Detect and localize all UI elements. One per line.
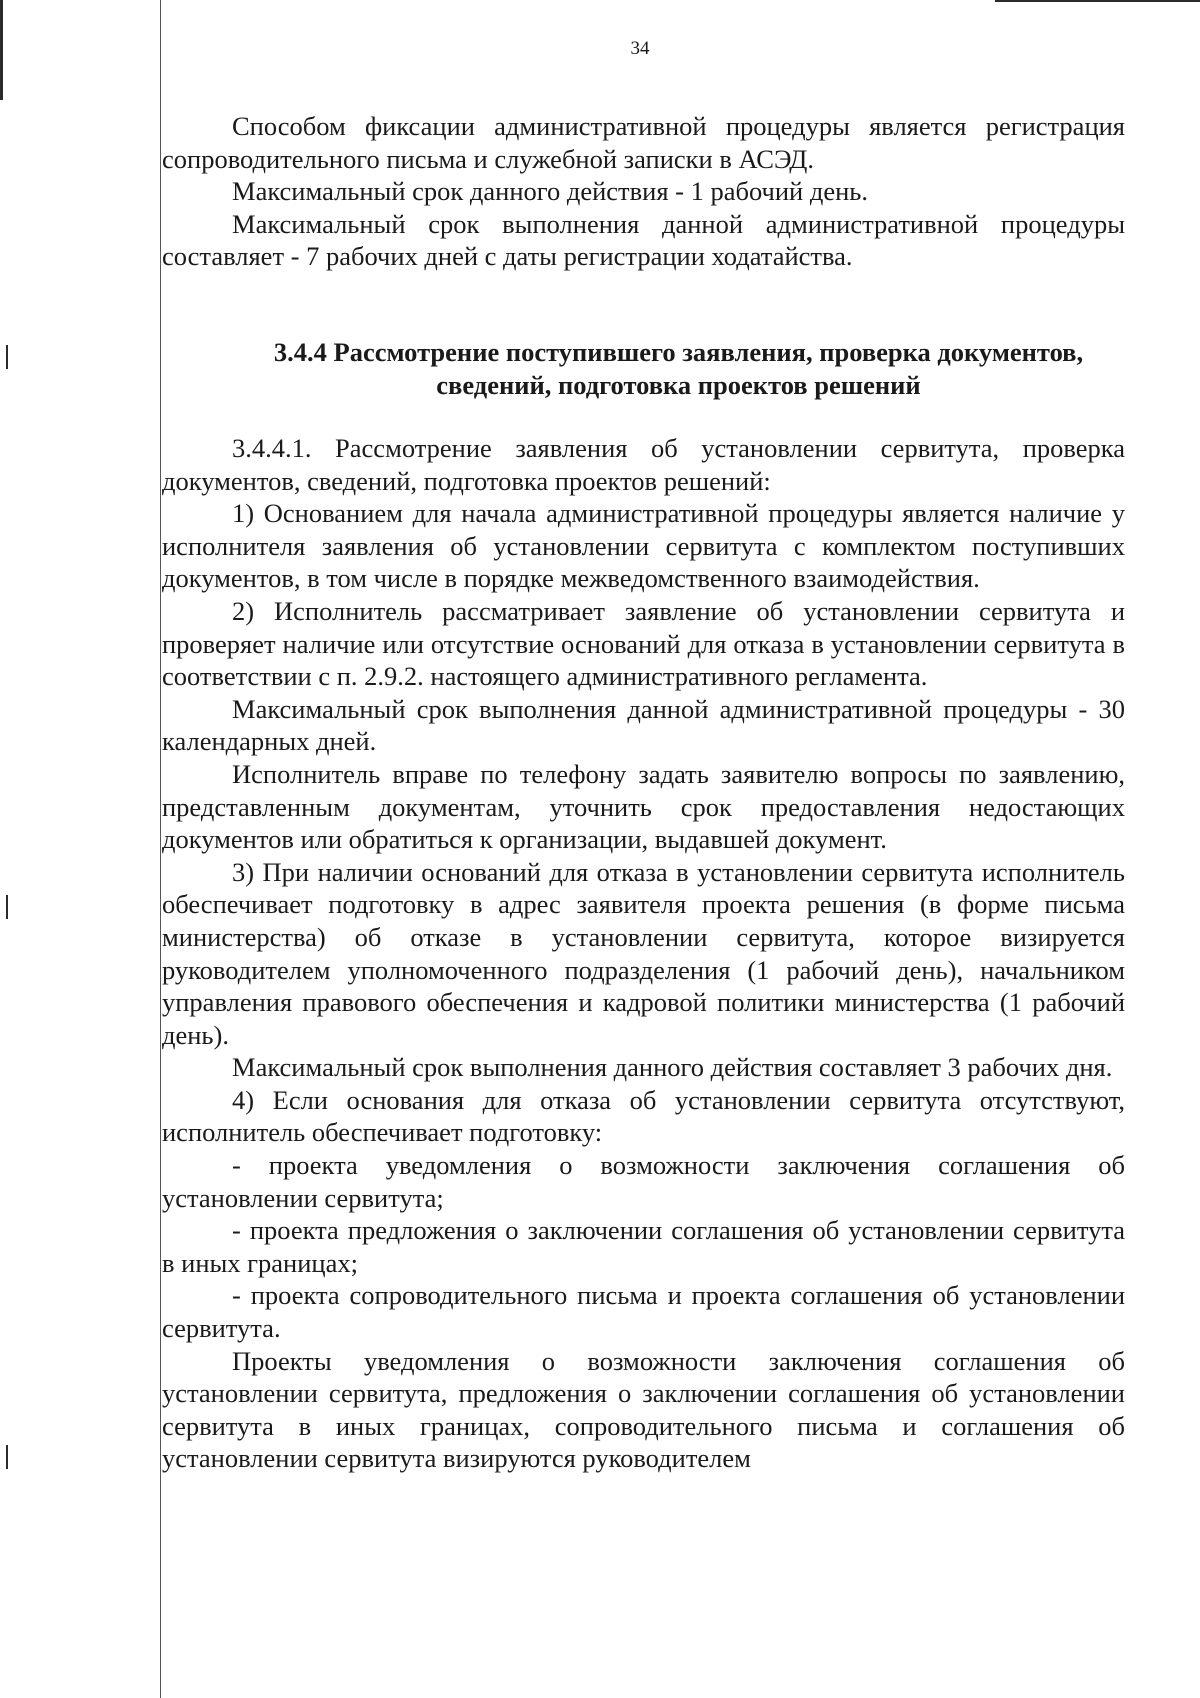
paragraph: 3) При наличии оснований для отказа в установлении сервитута исполнитель обеспечивает подготовку в адрес заявителя проекта решения (в форме письма министерства) об отказе в установлении сервитута, которое визируется руководителем уполномоченного подразделения (1 рабочий день), начальником управления правового обеспечения и кадровой политики министерства (1 рабочий день). (162, 856, 1125, 1050)
top-right-line (995, 0, 1200, 2)
binding-edge-line (160, 0, 161, 1698)
paragraph: Способом фиксации административной процедуры является регистрация сопроводительного письма и служебной записки в АСЭД. (162, 111, 1125, 174)
left-mark (6, 1445, 8, 1469)
main-text-block (162, 432, 1125, 1475)
paragraph: - проекта сопроводительного письма и проекта соглашения об установлении сервитута. (162, 1280, 1125, 1344)
heading-line: 3.4.4 Рассмотрение поступившего заявления, проверка документов, (273, 337, 1084, 367)
paragraph: Проекты уведомления о возможности заключения соглашения об установлении сервитута, предложения о заключении соглашения об установлении сервитута в иных границах, сопроводительного письма и соглашения об установлении сервитута визируются руководителем (162, 1345, 1125, 1474)
top-text-block (162, 110, 1125, 273)
paragraph: 2) Исполнитель рассматривает заявление об установлении сервитута и проверяет наличие или отсутствие оснований для отказа в установлении сервитута в соответствии с п. 2.9.2. настоящего административного регламента. (162, 595, 1125, 692)
paragraph: Максимальный срок выполнения данного действия составляет 3 рабочих дня. (232, 1052, 1113, 1083)
paragraph: Максимальный срок выполнения данной административной процедуры составляет - 7 рабочих дней с даты регистрации ходатайства. (162, 208, 1125, 272)
paragraph: Максимальный срок выполнения данной административной процедуры - 30 календарных дней. (162, 693, 1125, 757)
paragraph: Исполнитель вправе по телефону задать заявителю вопросы по заявлению, представленным документам, уточнить срок предоставления недостающих документов или обратиться к организации, выдавшей документ. (162, 758, 1125, 855)
paragraph: Максимальный срок данного действия - 1 рабочий день. (232, 176, 868, 207)
paragraph: - проекта уведомления о возможности заключения соглашения об установлении сервитута; (162, 1150, 1125, 1213)
paragraph: 4) Если основания для отказа об установлении сервитута отсутствуют, исполнитель обеспечивает подготовку: (162, 1084, 1125, 1148)
left-mark (6, 345, 8, 369)
page-number: 34 (630, 38, 650, 59)
section-heading (162, 336, 1125, 401)
paragraph: 1) Основанием для начала административной процедуры является наличие у исполнителя заявления об установлении сервитута с комплектом поступивших документов, в том числе в порядке межведомственного взаимодействия. (162, 498, 1125, 594)
paragraph: - проекта предложения о заключении соглашения об установлении сервитута в иных границах; (162, 1215, 1125, 1278)
left-mark (6, 895, 8, 919)
heading-line: сведений, подготовка проектов решений (436, 369, 921, 400)
paragraph: 3.4.4.1. Рассмотрение заявления об установлении сервитута, проверка документов, сведений, подготовка проектов решений: (162, 433, 1125, 496)
